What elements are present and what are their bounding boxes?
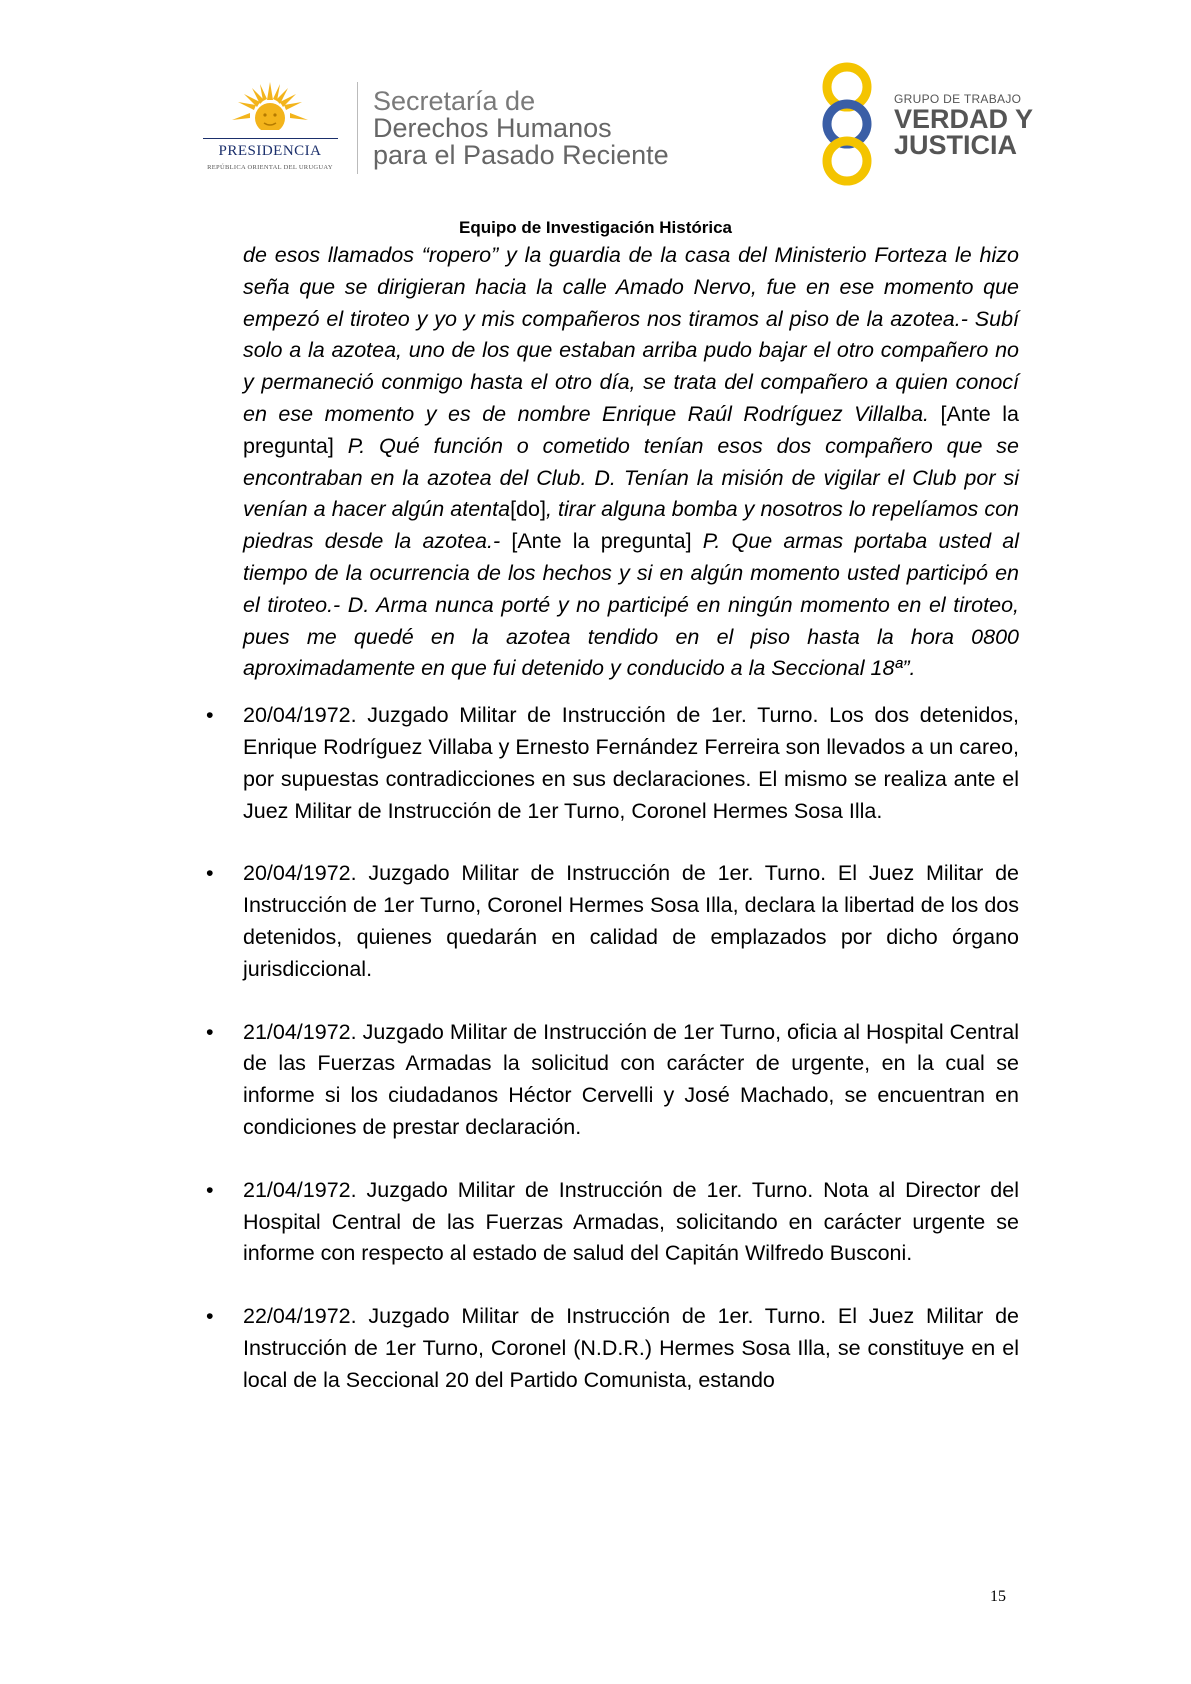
list-item-text: 20/04/1972. Juzgado Militar de Instrucción de 1er. Turno. El Juez Militar de Instrucción de 1er Turno, Coronel Hermes Sosa Illa, declara la libertad de los dos detenidos, quienes quedarán en calidad de emplazados por dicho órgano jurisdiccional. [243,861,1019,981]
list-item-text: 20/04/1972. Juzgado Militar de Instrucción de 1er. Turno. Los dos detenidos, Enrique Rodríguez Villaba y Ernesto Fernández Ferreira son llevados a un careo, por supuestas contradicciones en sus declaraciones. El mismo se realiza ante el Juez Militar de Instrucción de 1er Turno, Coronel Hermes Sosa Illa. [243,703,1019,823]
quote-part-1: de esos llamados “ropero” y la guardia de la casa del Ministerio Forteza le hizo seña que se dirigieran hacia la calle Amado Nervo, fue en ese momento que empezó el tiroteo y yo y mis compañeros nos tiramos al piso de la azotea.- Subí solo a la azotea, uno de los que estaban arriba pudo bajar el otro compañero no y permaneció conmigo hasta el otro día, se trata del compañero a quien conocí en ese momento y es de nombre Enrique Raúl Rodríguez Villalba. [243,243,1019,426]
list-item-text: 21/04/1972. Juzgado Militar de Instrucción de 1er Turno, oficia al Hospital Central de las Fuerzas Armadas la solicitud con carácter de urgente, en la cual se informe si los ciudadanos Héctor Cervelli y José Machado, se encuentran en condiciones de prestar declaración. [243,1019,1019,1139]
list-item [206,1175,1019,1270]
secretaria-line-3: para el Pasado Reciente [373,140,669,170]
gtvj-text [894,92,1033,158]
bullet-icon: • [206,1177,214,1202]
testimony-quote [243,240,1019,685]
quote-bracket-3: [Ante la pregunta] [500,529,703,554]
secretaria-logotype [373,88,669,169]
sun-logo-icon [230,80,310,140]
quote-bracket-2: [do] [510,497,546,522]
quote-bracket-1: [Ante la pregunta] [243,401,1019,458]
page-header [0,0,1191,215]
presidencia-name: PRESIDENCIA [218,143,322,159]
page-number: 15 [990,1588,1006,1605]
quote-part-2: P. Qué función o cometido tenían esos dos compañero que se encontraban en la azotea del Club. D. Tenían la misión de vigilar el Club por si venían a hacer algún atenta [243,433,1020,522]
presidencia-rule [203,138,338,139]
bullet-icon: • [206,1019,214,1044]
bullet-icon: • [206,1304,214,1329]
list-item-text: 21/04/1972. Juzgado Militar de Instrucción de 1er. Turno. Nota al Director del Hospital Central de las Fuerzas Armadas, solicitando en carácter urgente se informe con respecto al estado de salud del Capitán Wilfredo Busconi. [243,1177,1019,1266]
rings-logo-icon [810,62,885,187]
list-item [206,1017,1019,1144]
gtvj-line-1: VERDAD Y [894,104,1034,134]
list-item [206,1301,1019,1396]
presidencia-subtitle: REPÚBLICA ORIENTAL DEL URUGUAY [207,164,333,171]
secretaria-line-1: Secretaría de [373,86,536,116]
gtvj-logo [810,62,1034,187]
header-divider [357,82,358,174]
gtvj-small-label: GRUPO DE TRABAJO [894,92,1022,106]
secretaria-line-2: Derechos Humanos [373,113,612,143]
quote-part-3: , tirar alguna bomba y nosotros lo repelíamos con piedras desde la azotea.- [243,497,1019,554]
bullet-icon: • [206,703,214,728]
list-item [206,858,1019,985]
presidencia-logo [195,80,345,180]
bullet-icon: • [206,861,214,886]
document-body [206,240,1020,1397]
list-item-text: 22/04/1972. Juzgado Militar de Instrucción de 1er. Turno. El Juez Militar de Instrucción de 1er Turno, Coronel (N.D.R.) Hermes Sosa Illa, se constituye en el local de la Seccional 20 del Partido Comunista, estando [243,1304,1019,1392]
section-title: Equipo de Investigación Histórica [459,218,732,237]
gtvj-line-2: JUSTICIA [894,130,1018,160]
list-item [206,700,1019,827]
quote-part-4: P. Que armas portaba usted al tiempo de la ocurrencia de los hechos y si en algún momento usted participó en el tiroteo.- D. Arma nunca porté y no participé en ningún momento en el tiroteo, pues me quedé en la azotea tendido en el piso hasta la hora 0800 aproximadamente en que fui detenido y conducido a la Seccional 18ª”. [243,529,1020,681]
